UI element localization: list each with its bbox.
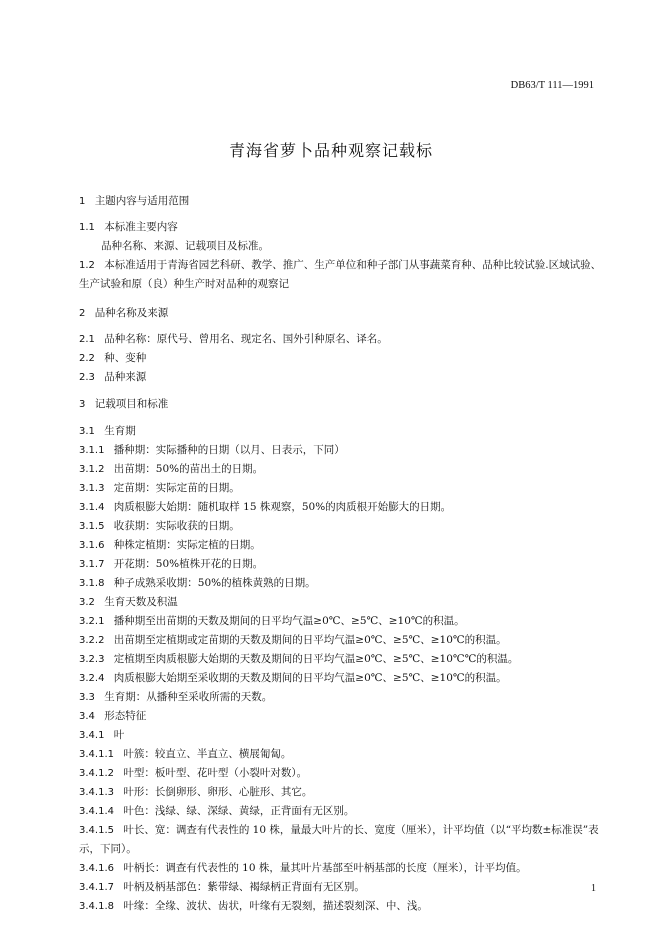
clause-title: 本标准主要内容 bbox=[104, 221, 178, 233]
clause-text bbox=[79, 821, 604, 859]
clause-heading bbox=[79, 422, 604, 441]
clause-content: 肉质根膨大始期至采收期的天数及期间的日平均气温≥0℃、≥5℃、≥10℃的积温。 bbox=[113, 672, 507, 684]
clause-content: 本标准适用于青海省园艺科研、教学、推广、生产单位和种子部门从事蔬菜育种、品种比较试验.区域试验、生产试验和原（良）种生产时对品种的观察记 bbox=[79, 259, 602, 290]
clause-text bbox=[79, 802, 604, 821]
clause-number: 3.1.4 bbox=[79, 502, 105, 513]
section-title: 品种名称及来源 bbox=[94, 307, 169, 319]
clause-content: 开花期：50%植株开花的日期。 bbox=[113, 558, 264, 570]
clause-text bbox=[79, 612, 604, 631]
clause-content: 播种期：实际播种的日期（以月、日表示，下同） bbox=[113, 444, 345, 456]
clause-number: 2.3 bbox=[79, 372, 95, 383]
clause-title: 种、变种 bbox=[104, 352, 147, 364]
clause-number: 3.1 bbox=[79, 426, 95, 437]
clause-number: 3.4.1.1 bbox=[79, 749, 114, 760]
clause-content: 收获期：实际收获的日期。 bbox=[113, 520, 240, 532]
clause-number: 1.1 bbox=[79, 222, 95, 233]
section-title: 记载项目和标准 bbox=[94, 398, 169, 410]
clause-heading bbox=[79, 726, 604, 745]
clause-text bbox=[79, 460, 604, 479]
clause-content: 叶柄及柄基部色：紫带绿、褐绿柄正背面有无区别。 bbox=[123, 881, 365, 893]
clause-number: 3.2.4 bbox=[79, 673, 105, 684]
clause-content: 肉质根膨大始期：随机取样 15 株观察，50%的肉质根开始膨大的日期。 bbox=[113, 501, 452, 513]
clause-number: 3.4.1.7 bbox=[79, 882, 114, 893]
clause-text bbox=[79, 441, 604, 460]
document-body bbox=[79, 192, 604, 916]
clause-text bbox=[79, 536, 604, 555]
clause-text bbox=[79, 631, 604, 650]
clause-content: 叶缘：全缘、波状、齿状，叶缘有无裂刻，描述裂刻深、中、浅。 bbox=[123, 900, 428, 912]
clause-text bbox=[79, 479, 604, 498]
clause-heading bbox=[79, 368, 604, 387]
clause-number: 3.2.3 bbox=[79, 654, 105, 665]
clause-content: 出苗期：50%的苗出土的日期。 bbox=[113, 463, 264, 475]
clause-text bbox=[79, 745, 604, 764]
clause-number: 3.4.1.3 bbox=[79, 787, 114, 798]
clause-text bbox=[79, 650, 604, 669]
clause-text bbox=[79, 498, 604, 517]
clause-content: 叶形：长倒卵形、卵形、心脏形、其它。 bbox=[123, 786, 313, 798]
section-number: 3 bbox=[79, 399, 86, 410]
clause-content: 种子成熟采收期：50%的植株黄熟的日期。 bbox=[113, 577, 316, 589]
clause-title: 品种来源 bbox=[104, 371, 147, 383]
clause-text bbox=[79, 669, 604, 688]
clause-content: 叶柄长：调查有代表性的 10 株，量其叶片基部至叶柄基部的长度（厘米），计平均值。 bbox=[123, 862, 527, 874]
clause-title: 形态特征 bbox=[104, 710, 147, 722]
clause-text bbox=[79, 574, 604, 593]
clause-text bbox=[79, 764, 604, 783]
clause-title: 叶 bbox=[113, 729, 125, 741]
clause-heading bbox=[79, 349, 604, 368]
page-number: 1 bbox=[591, 883, 596, 894]
section-number: 2 bbox=[79, 308, 86, 319]
clause-heading bbox=[79, 218, 604, 237]
clause-text bbox=[79, 897, 604, 916]
clause-number: 3.1.1 bbox=[79, 445, 105, 456]
clause-content: 定苗期：实际定苗的日期。 bbox=[113, 482, 240, 494]
clause-text bbox=[79, 859, 604, 878]
clause-title: 生育天数及积温 bbox=[104, 596, 178, 608]
clause-content: 种株定植期：实际定植的日期。 bbox=[113, 539, 261, 551]
clause-heading bbox=[79, 707, 604, 726]
clause-number: 3.4.1.8 bbox=[79, 901, 114, 912]
clause-number: 3.1.3 bbox=[79, 483, 105, 494]
section-number: 1 bbox=[79, 196, 86, 207]
document-title: 青海省萝卜品种观察记载标 bbox=[228, 141, 433, 160]
clause-content: 出苗期至定植期或定苗期的天数及期间的日平均气温≥0℃、≥5℃、≥10℃的积温。 bbox=[113, 634, 507, 646]
clause-text bbox=[79, 256, 604, 294]
document-code: DB63/T 111—1991 bbox=[510, 80, 594, 91]
clause-number: 3.1.8 bbox=[79, 578, 105, 589]
clause-number: 3.4.1 bbox=[79, 730, 105, 741]
clause-text bbox=[79, 330, 604, 349]
clause-number: 3.4.1.2 bbox=[79, 768, 114, 779]
clause-content: 生育期：从播种至采收所需的天数。 bbox=[104, 691, 273, 703]
clause-body: 品种名称、来源、记载项目及标准。 bbox=[101, 240, 269, 252]
clause-content: 叶长、宽：调查有代表性的 10 株，量最大叶片的长、宽度（厘米），计平均值（以“平均数±标准误”表示，下同）。 bbox=[79, 824, 599, 855]
clause-heading bbox=[79, 593, 604, 612]
clause-content: 品种名称：原代号、曾用名、现定名、国外引种原名、译名。 bbox=[104, 333, 388, 345]
section-title: 主题内容与适用范围 bbox=[94, 195, 190, 207]
clause-content: 播种期至出苗期的天数及期间的日平均气温≥0℃、≥5℃、≥10℃的积温。 bbox=[113, 615, 465, 627]
clause-text bbox=[79, 555, 604, 574]
clause-number: 3.4.1.5 bbox=[79, 825, 114, 836]
clause-text bbox=[79, 688, 604, 707]
clause-number: 1.2 bbox=[79, 260, 95, 271]
clause-number: 3.2.1 bbox=[79, 616, 105, 627]
clause-content: 叶簇：较直立、半直立、横展匍匐。 bbox=[123, 748, 292, 760]
clause-number: 3.4 bbox=[79, 711, 95, 722]
clause-number: 2.2 bbox=[79, 353, 95, 364]
section-heading bbox=[79, 304, 604, 323]
clause-content: 叶色：浅绿、绿、深绿、黄绿，正背面有无区别。 bbox=[123, 805, 355, 817]
clause-number: 3.1.6 bbox=[79, 540, 105, 551]
clause-text bbox=[79, 783, 604, 802]
clause-number: 3.1.5 bbox=[79, 521, 105, 532]
clause-text bbox=[79, 517, 604, 536]
clause-number: 3.1.2 bbox=[79, 464, 105, 475]
clause-number: 2.1 bbox=[79, 334, 95, 345]
clause-number: 3.1.7 bbox=[79, 559, 105, 570]
clause-number: 3.2.2 bbox=[79, 635, 105, 646]
clause-content: 定植期至肉质根膨大始期的天数及期间的日平均气温≥0℃、≥5℃、≥10℃℃的积温。 bbox=[113, 653, 519, 665]
clause-title: 生育期 bbox=[104, 425, 136, 437]
clause-number: 3.4.1.4 bbox=[79, 806, 114, 817]
section-heading bbox=[79, 192, 604, 211]
clause-number: 3.4.1.6 bbox=[79, 863, 114, 874]
section-heading bbox=[79, 395, 604, 414]
clause-number: 3.2 bbox=[79, 597, 95, 608]
clause-number: 3.3 bbox=[79, 692, 95, 703]
clause-content: 叶型：板叶型、花叶型（小裂叶对数）。 bbox=[123, 767, 308, 779]
clause-text bbox=[79, 878, 604, 897]
